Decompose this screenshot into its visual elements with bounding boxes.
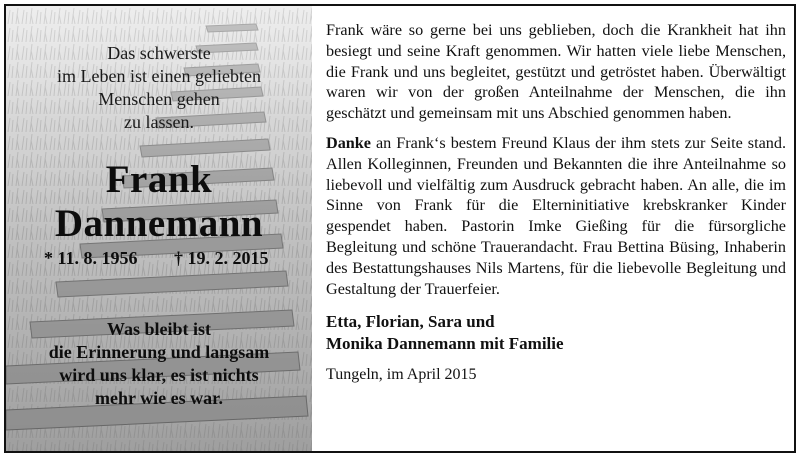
saying-line: Was bleibt ist: [106, 319, 212, 339]
signature-line: Etta, Florian, Sara und: [326, 312, 495, 332]
signature-line: Monika Dannemann mit Familie: [326, 334, 564, 354]
thanks-paragraph-1: Frank wäre so gerne bei uns geblieben, doch die Krankheit hat ihn besiegt und seine Kraft genommen. Wir hatten viele liebe Menschen, die Frank und uns begleitet, gestützt und getröstet haben. Überwältigt waren wir von der großen Anteilnahme der Menschen, die ihn geschätzt und gemeinsam mit uns Abschied genommen haben.: [326, 21, 786, 123]
thanks-paragraph-2: [326, 133, 786, 299]
death-date: † 19. 2. 2015: [174, 248, 269, 268]
memorial-photo-panel: [6, 6, 312, 451]
quote-line: Menschen gehen: [98, 89, 220, 109]
memorial-saying: [6, 318, 312, 410]
thanks-lead-word: Danke: [326, 133, 371, 152]
quote-line: Das schwerste: [107, 43, 211, 63]
saying-line: die Erinnerung und langsam: [48, 342, 270, 362]
thanks-paragraph-2-body: an Frank‘s bestem Freund Klaus der ihm stets zur Seite stand. Allen Kolleginnen, Freunden und Bekannten die ihre Anteilnahme so liebevoll und vielfältig zum Ausdruck gebracht haben. An alle, die im Sinne von Frank für die Elterninitiative krebskranker Kinder gespendet haben. Pastorin Imke Gießing für die fürsorgliche Begleitung und schöne Trauerandacht. Frau Bettina Büsing, Inhaberin des Bestattungshauses Nils Martens, für die liebevolle Begleitung und Gestaltung der Trauerfeier.: [326, 133, 786, 298]
place-and-date: Tungeln, im April 2015: [326, 366, 477, 384]
memorial-quote: [6, 42, 312, 134]
saying-line: mehr wie es war.: [95, 388, 223, 408]
quote-line: im Leben ist einen geliebten: [57, 66, 261, 86]
thank-you-text: [326, 20, 786, 386]
birth-date: * 11. 8. 1956: [44, 248, 138, 268]
obituary-card: [4, 4, 796, 453]
deceased-name: [6, 158, 312, 246]
quote-line: zu lassen.: [124, 112, 194, 132]
family-signature: [326, 311, 786, 355]
first-name: Frank: [105, 158, 213, 201]
saying-line: wird uns klar, es ist nichts: [59, 365, 259, 385]
last-name: Dannemann: [54, 202, 264, 245]
